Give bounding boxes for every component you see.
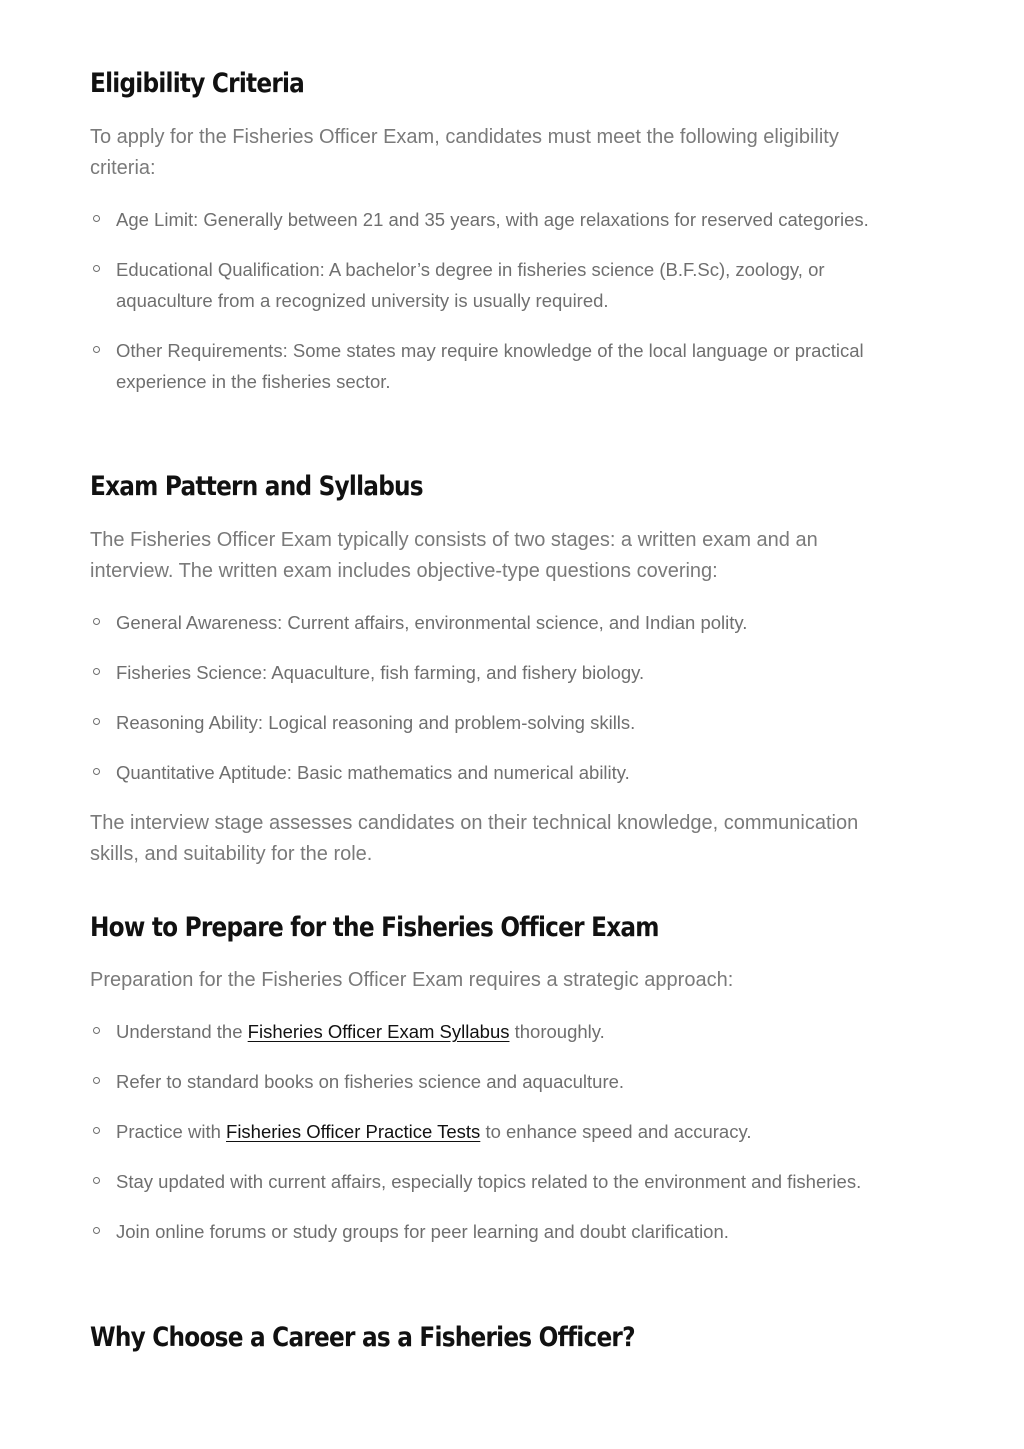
list-item-text-suffix: thoroughly. <box>509 1021 605 1042</box>
list-item-text: Stay updated with current affairs, especially topics related to the environment and fisheries. <box>116 1171 862 1192</box>
exam-pattern-outro: The interview stage assesses candidates on their technical knowledge, communication skills, and suitability for the role. <box>90 812 859 865</box>
preparation-list <box>90 1016 880 1247</box>
list-item-understand-syllabus <box>90 1016 880 1047</box>
list-item-text-prefix: Understand the <box>116 1021 248 1042</box>
circle-bullet-icon <box>93 1027 100 1034</box>
circle-bullet-icon <box>93 265 100 272</box>
preparation-intro: Preparation for the Fisheries Officer Exam requires a strategic approach: <box>90 969 734 991</box>
list-item-text-suffix: to enhance speed and accuracy. <box>480 1121 752 1142</box>
circle-bullet-icon <box>93 346 100 353</box>
list-item-text: Educational Qualification: A bachelor’s degree in fisheries science (B.F.Sc), zoology, or aquaculture from a recognized university is usually required. <box>116 259 825 311</box>
heading-exam-pattern: Exam Pattern and Syllabus <box>90 471 423 502</box>
eligibility-intro: To apply for the Fisheries Officer Exam, candidates must meet the following eligibility criteria: <box>90 126 839 179</box>
list-item-text: Fisheries Science: Aquaculture, fish farming, and fishery biology. <box>116 662 645 683</box>
circle-bullet-icon <box>93 215 100 222</box>
list-item-text: Quantitative Aptitude: Basic mathematics and numerical ability. <box>116 762 630 783</box>
practice-tests-link[interactable]: Fisheries Officer Practice Tests <box>226 1121 481 1142</box>
syllabus-link[interactable]: Fisheries Officer Exam Syllabus <box>247 1021 510 1042</box>
list-item-online-forums <box>90 1216 880 1247</box>
list-item-current-affairs <box>90 1166 880 1197</box>
circle-bullet-icon <box>93 718 100 725</box>
list-item-text: Reasoning Ability: Logical reasoning and problem-solving skills. <box>116 712 636 733</box>
list-item-text: Join online forums or study groups for peer learning and doubt clarification. <box>116 1221 729 1242</box>
heading-how-to-prepare: How to Prepare for the Fisheries Officer Exam <box>90 912 659 943</box>
list-item-text-prefix: Practice with <box>116 1121 227 1142</box>
list-item-standard-books <box>90 1066 880 1097</box>
circle-bullet-icon <box>93 1127 100 1134</box>
exam-pattern-intro: The Fisheries Officer Exam typically consists of two stages: a written exam and an interview. The written exam includes objective-type questions covering: <box>90 529 818 582</box>
heading-why-choose-career: Why Choose a Career as a Fisheries Officer? <box>90 1322 635 1353</box>
list-item-practice-tests <box>90 1116 880 1147</box>
circle-bullet-icon <box>93 1227 100 1234</box>
list-item-text: Age Limit: Generally between 21 and 35 years, with age relaxations for reserved categories. <box>116 209 869 230</box>
circle-bullet-icon <box>93 668 100 675</box>
list-item-general-awareness <box>90 607 880 638</box>
circle-bullet-icon <box>93 1177 100 1184</box>
list-item-fisheries-science <box>90 657 880 688</box>
circle-bullet-icon <box>93 618 100 625</box>
eligibility-list <box>90 204 880 397</box>
list-item-text: General Awareness: Current affairs, environmental science, and Indian polity. <box>116 612 748 633</box>
circle-bullet-icon <box>93 768 100 775</box>
list-item-text: Refer to standard books on fisheries science and aquaculture. <box>116 1071 625 1092</box>
list-item-other-requirements <box>90 335 880 397</box>
list-item-educational-qualification <box>90 254 880 316</box>
list-item-text: Other Requirements: Some states may require knowledge of the local language or practical experience in the fisheries sector. <box>116 340 864 392</box>
list-item-reasoning-ability <box>90 707 880 738</box>
circle-bullet-icon <box>93 1077 100 1084</box>
list-item-quantitative-aptitude <box>90 757 880 788</box>
exam-pattern-list <box>90 607 880 788</box>
heading-eligibility-criteria: Eligibility Criteria <box>90 68 305 99</box>
list-item-age-limit <box>90 204 880 235</box>
